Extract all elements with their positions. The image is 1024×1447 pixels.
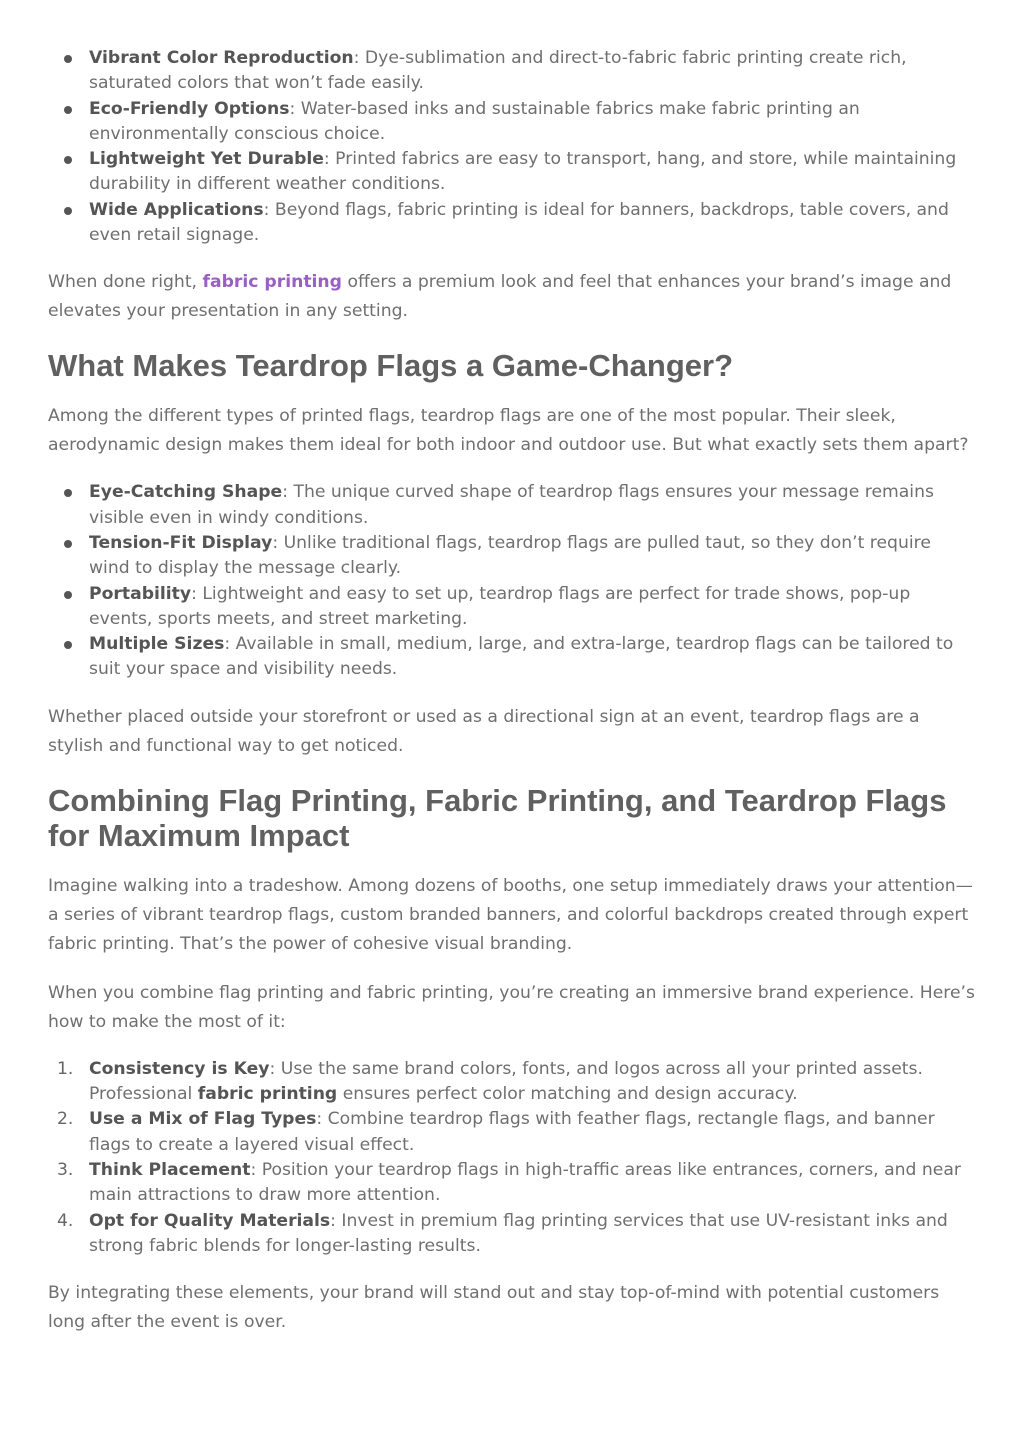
item-text: : Lightweight and easy to set up, teardrop flags are perfect for trade shows, pop-up events, sports meets, and street marketing. (89, 583, 911, 629)
summary-text-before: When done right, (48, 272, 203, 293)
bullet-icon (64, 591, 72, 599)
list-item (48, 1107, 976, 1158)
item-number: 2. (57, 1109, 74, 1130)
teardrop-intro: Among the different types of printed flags, teardrop flags are one of the most popular. Their sleek, aerodynamic design makes them ideal for both indoor and outdoor use. But what exactly sets them apart? (48, 406, 969, 456)
fabric-printing-link[interactable]: fabric printing (202, 272, 342, 293)
item-number: 1. (57, 1058, 74, 1079)
section-heading-combining: Combining Flag Printing, Fabric Printing, and Teardrop Flags for Maximum Impact (48, 782, 947, 853)
item-text: : Position your teardrop flags in high-traffic areas like entrances, corners, and near main attractions to draw more attention. (89, 1159, 961, 1206)
item-text: : Dye-sublimation and direct-to-fabric fabric printing create rich, saturated colors that won’t fade easily. (89, 48, 907, 94)
teardrop-closing: Whether placed outside your storefront or used as a directional sign at an event, teardrop flags are a stylish and functional way to get noticed. (48, 706, 920, 756)
item-text-after: ensures perfect color matching and design accuracy. (337, 1084, 798, 1105)
item-title: Use a Mix of Flag Types (89, 1109, 317, 1130)
item-title: Wide Applications (89, 199, 264, 220)
list-item (48, 632, 976, 683)
list-item (48, 198, 976, 249)
section-heading-teardrop: What Makes Teardrop Flags a Game-Changer? (48, 348, 734, 384)
item-strong: fabric printing (197, 1084, 338, 1105)
fabric-printing-summary (48, 268, 976, 326)
item-title: Opt for Quality Materials (89, 1210, 331, 1231)
item-title: Eye-Catching Shape (89, 482, 283, 503)
item-title: Vibrant Color Reproduction (89, 48, 354, 68)
item-text: : Water-based inks and sustainable fabrics make fabric printing an environmentally conscious choice. (89, 98, 860, 144)
list-item (48, 97, 976, 148)
bullet-icon (64, 489, 72, 497)
list-item (48, 1158, 976, 1209)
item-title: Think Placement (89, 1159, 251, 1180)
item-text: : The unique curved shape of teardrop flags ensures your message remains visible even in windy conditions. (89, 482, 934, 528)
item-number: 4. (57, 1210, 74, 1231)
bullet-icon (64, 540, 72, 548)
item-title: Portability (89, 583, 192, 604)
item-text: : Available in small, medium, large, and extra-large, teardrop flags can be tailored to suit your space and visibility needs. (89, 634, 954, 680)
list-item (48, 531, 976, 582)
tips-list (48, 1057, 976, 1259)
summary-text-after: offers a premium look and feel that enhances your brand’s image and elevates your presentation in any setting. (48, 272, 952, 322)
teardrop-features-list (48, 480, 976, 682)
item-title: Consistency is Key (89, 1058, 270, 1079)
final-paragraph: By integrating these elements, your brand will stand out and stay top-of-mind with potential customers long after the event is over. (48, 1283, 940, 1333)
item-title: Multiple Sizes (89, 634, 225, 655)
list-item (48, 582, 976, 633)
bullet-icon (64, 55, 72, 63)
list-item (48, 1209, 976, 1260)
item-text: : Invest in premium flag printing services that use UV-resistant inks and strong fabric blends for longer-lasting results. (89, 1210, 948, 1256)
bullet-icon (64, 207, 72, 215)
bullet-icon (64, 156, 72, 164)
bullet-icon (64, 106, 72, 114)
item-text: : Use the same brand colors, fonts, and logos across all your printed assets. Professional (89, 1058, 923, 1105)
item-text: : Printed fabrics are easy to transport, hang, and store, while maintaining durability in different weather conditions. (89, 149, 957, 195)
list-item (48, 480, 976, 531)
item-title: Eco-Friendly Options (89, 98, 290, 119)
list-item (48, 147, 976, 198)
item-text: : Beyond flags, fabric printing is ideal for banners, backdrops, table covers, and even retail signage. (89, 199, 949, 246)
combine-paragraph: When you combine flag printing and fabric printing, you’re creating an immersive brand experience. Here’s how to make the most of it: (48, 982, 975, 1032)
bullet-icon (64, 641, 72, 649)
tradeshow-paragraph: Imagine walking into a tradeshow. Among dozens of booths, one setup immediately draws your attention—a series of vibrant teardrop flags, custom branded banners, and colorful backdrops created through expert fabric printing. That’s the power of cohesive visual branding. (48, 875, 973, 954)
item-title: Tension-Fit Display (89, 532, 273, 553)
item-text: : Combine teardrop flags with feather flags, rectangle flags, and banner flags to create a layered visual effect. (89, 1109, 935, 1155)
item-number: 3. (57, 1159, 74, 1180)
item-title: Lightweight Yet Durable (89, 149, 324, 170)
list-item (48, 1057, 976, 1108)
benefits-list (48, 46, 976, 248)
list-item (48, 46, 976, 97)
item-text: : Unlike traditional flags, teardrop flags are pulled taut, so they don’t require wind to display the message clearly. (89, 532, 931, 579)
